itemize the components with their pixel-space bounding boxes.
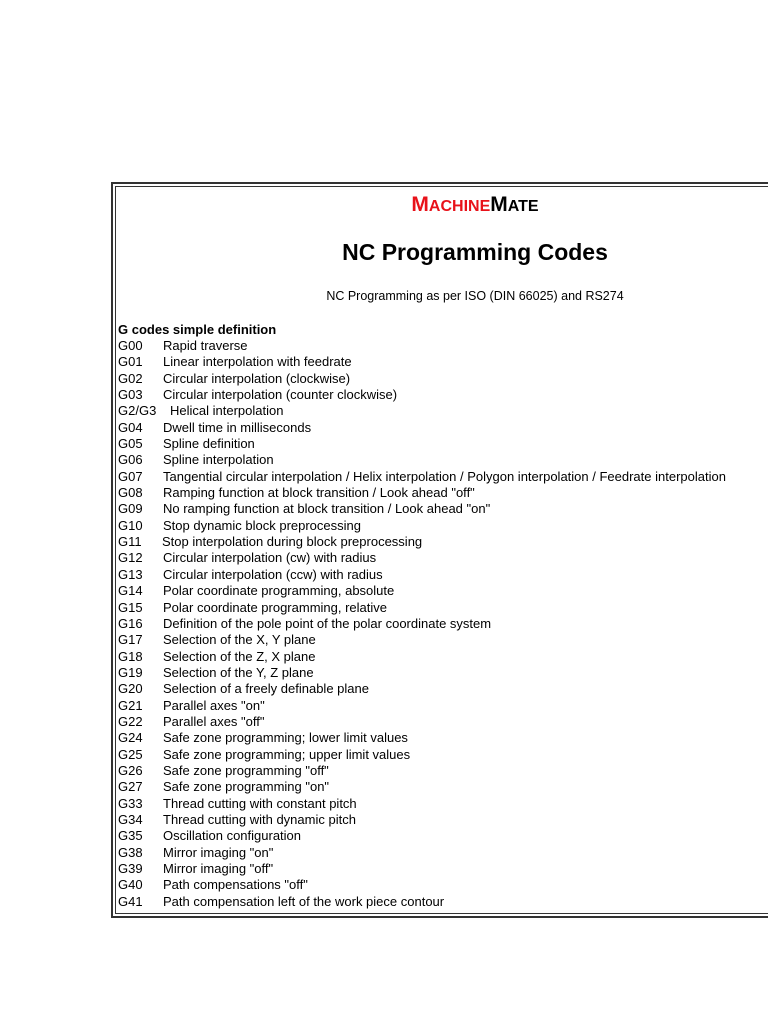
- g-code-row: [118, 747, 726, 763]
- g-code-row: [118, 567, 726, 583]
- g-code-row: [118, 452, 726, 468]
- g-code-row: [118, 894, 726, 910]
- g-code-description: Stop dynamic block preprocessing: [163, 517, 361, 533]
- g-code-row: [118, 828, 726, 844]
- g-code-id: G33: [118, 795, 143, 811]
- g-code-description: Safe zone programming "off": [163, 762, 329, 778]
- g-code-id: G20: [118, 681, 143, 697]
- g-code-description: Thread cutting with constant pitch: [163, 795, 357, 811]
- g-code-id: G03: [118, 387, 143, 403]
- g-code-id: G39: [118, 861, 143, 876]
- g-code-id: G41: [118, 893, 143, 909]
- g-code-row: [118, 354, 726, 370]
- g-code-id: G13: [118, 566, 143, 582]
- g-code-description: Stop interpolation during block preprocessing: [162, 534, 423, 550]
- g-code-id: G01: [118, 354, 143, 370]
- g-code-id: G25: [118, 746, 143, 762]
- g-code-description: Parallel axes "on": [163, 697, 265, 713]
- g-code-row: [118, 779, 726, 795]
- g-code-description: Mirror imaging "off": [163, 861, 274, 876]
- brand-part2-initial: M: [490, 193, 508, 216]
- g-code-id: G09: [118, 501, 143, 517]
- g-code-description: Polar coordinate programming, relative: [163, 599, 387, 615]
- g-code-description: Oscillation configuration: [163, 828, 302, 844]
- g-code-row: [118, 534, 726, 550]
- g-code-row: [118, 649, 726, 665]
- g-code-description: Linear interpolation with feedrate: [163, 354, 352, 370]
- g-code-description: No ramping function at block transition / Look ahead "on": [163, 501, 491, 517]
- g-code-description: Safe zone programming "on": [163, 779, 330, 795]
- g-code-id: G11: [118, 534, 142, 550]
- g-code-id: G40: [118, 877, 143, 893]
- g-code-description: Safe zone programming; lower limit values: [163, 730, 408, 746]
- g-code-row: [118, 469, 726, 485]
- g-code-description: Selection of a freely definable plane: [163, 681, 369, 697]
- g-code-id: G35: [118, 828, 143, 844]
- g-code-id: G21: [118, 697, 143, 713]
- g-code-id: G14: [118, 583, 143, 599]
- g-code-description: Mirror imaging "on": [163, 844, 274, 860]
- g-code-row: [118, 616, 726, 632]
- g-code-description: Ramping function at block transition / Look ahead "off": [163, 485, 475, 501]
- g-code-description: Helical interpolation: [170, 403, 284, 419]
- g-code-id: G00: [118, 338, 143, 353]
- g-code-id: G19: [118, 664, 143, 680]
- g-code-row: [118, 600, 726, 616]
- g-code-row: [118, 763, 726, 779]
- g-code-row: [118, 877, 726, 893]
- g-code-row: [118, 730, 726, 746]
- g-code-description: Selection of the X, Y plane: [163, 632, 316, 648]
- g-code-row: [118, 501, 726, 517]
- g-code-description: Rapid traverse: [163, 338, 248, 353]
- g-code-description: Circular interpolation (counter clockwise): [163, 387, 398, 403]
- g-code-description: Selection of the Z, X plane: [163, 648, 316, 664]
- g-code-id: G22: [118, 713, 143, 729]
- g-code-id: G38: [118, 844, 143, 860]
- g-code-description: Safe zone programming; upper limit values: [163, 746, 411, 762]
- g-code-description: Path compensation left of the work piece contour: [163, 893, 445, 909]
- g-code-description: Parallel axes "off": [163, 713, 265, 729]
- g-code-id: G18: [118, 648, 143, 664]
- g-code-list: [118, 338, 726, 910]
- g-code-id: G04: [118, 419, 143, 435]
- g-code-row: [118, 845, 726, 861]
- g-code-row: [118, 338, 726, 354]
- g-code-id: G34: [118, 811, 143, 827]
- g-code-id: G07: [118, 468, 143, 484]
- g-code-description: Path compensations "off": [163, 877, 308, 893]
- g-code-row: [118, 665, 726, 681]
- g-code-id: G27: [118, 779, 143, 795]
- g-code-id: G08: [118, 485, 143, 501]
- g-code-row: [118, 796, 726, 812]
- g-code-description: Tangential circular interpolation / Helix interpolation / Polygon interpolation / Feedrate interpolation: [163, 468, 726, 484]
- page-subtitle: NC Programming as per ISO (DIN 66025) and RS274: [326, 289, 624, 303]
- g-code-id: G16: [118, 615, 143, 631]
- g-code-row: [118, 436, 726, 452]
- g-code-row: [118, 632, 726, 648]
- g-code-row: [118, 403, 726, 419]
- g-code-id: G2/G3: [118, 403, 157, 419]
- brand-part1-initial: M: [411, 193, 429, 216]
- g-code-row: [118, 698, 726, 714]
- g-code-id: G10: [118, 517, 143, 533]
- section-heading: G codes simple definition: [118, 322, 277, 337]
- g-code-id: G02: [118, 370, 143, 386]
- g-code-description: Dwell time in milliseconds: [163, 419, 312, 435]
- g-code-row: [118, 812, 726, 828]
- g-code-description: Circular interpolation (ccw) with radius: [163, 566, 383, 582]
- g-code-row: [118, 550, 726, 566]
- g-code-row: [118, 681, 726, 697]
- g-code-id: G24: [118, 730, 143, 746]
- g-code-row: [118, 420, 726, 436]
- g-code-id: G26: [118, 762, 143, 778]
- page-title: NC Programming Codes: [342, 239, 608, 265]
- g-code-row: [118, 518, 726, 534]
- g-code-row: [118, 485, 726, 501]
- g-code-description: Definition of the pole point of the polar coordinate system: [163, 615, 492, 631]
- g-code-id: G06: [118, 452, 143, 468]
- g-code-id: G17: [118, 632, 143, 648]
- brand-logo: [0, 193, 768, 217]
- g-code-id: G12: [118, 550, 143, 566]
- g-code-description: Spline definition: [163, 436, 255, 452]
- g-code-description: Thread cutting with dynamic pitch: [163, 811, 356, 827]
- g-code-row: [118, 387, 726, 403]
- g-code-row: [118, 714, 726, 730]
- g-code-id: G05: [118, 436, 143, 452]
- g-code-row: [118, 861, 726, 877]
- g-code-description: Spline interpolation: [163, 452, 274, 468]
- brand-part1-rest: ACHINE: [428, 198, 491, 215]
- g-code-description: Circular interpolation (cw) with radius: [163, 550, 377, 566]
- g-code-description: Selection of the Y, Z plane: [163, 664, 314, 680]
- g-code-description: Polar coordinate programming, absolute: [163, 583, 395, 599]
- g-code-row: [118, 583, 726, 599]
- g-code-description: Circular interpolation (clockwise): [163, 370, 351, 386]
- g-code-id: G15: [118, 599, 143, 615]
- brand-part2-rest: ATE: [507, 198, 539, 215]
- g-code-row: [118, 371, 726, 387]
